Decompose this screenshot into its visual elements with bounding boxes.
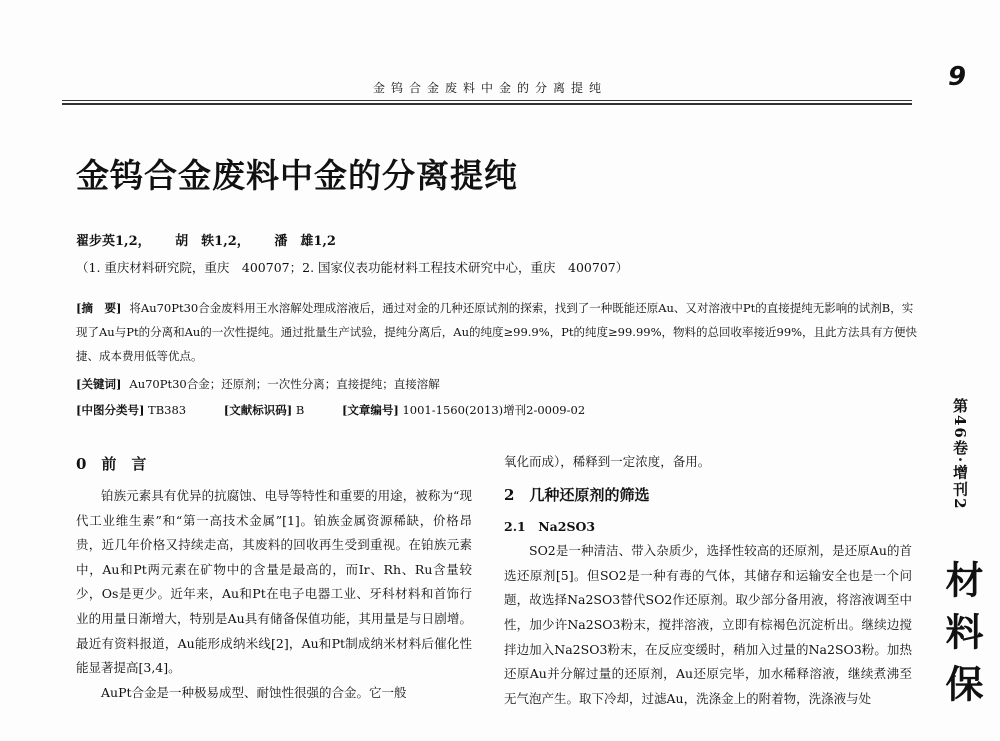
keywords-text: Au70Pt30合金；还原剂；一次性分离；直接提纯；直接溶解	[129, 377, 440, 391]
author-list	[76, 230, 356, 249]
section-2-heading: 2 几种还原剂的筛选	[504, 485, 650, 504]
abstract	[76, 296, 918, 368]
left-column	[76, 450, 472, 705]
abstract-label: [摘 要]	[76, 301, 122, 315]
art-value: 1001-1560(2013)增刊2-0009-02	[402, 403, 586, 417]
running-header: 金钨合金废料中金的分离提纯	[372, 81, 607, 95]
alloy-paragraph: AuPt合金是一种极易成型、耐蚀性很强的合金。它一般	[101, 684, 407, 700]
classification-line	[76, 402, 619, 418]
author-3: 潘 雄1,2	[274, 234, 336, 249]
spine-volume: 第46卷·增刊2	[951, 398, 969, 511]
header-rule-thick	[62, 103, 912, 105]
continued-paragraph: 氧化而成），稀释到一定浓度，备用。	[504, 454, 711, 469]
clc-value: TB383	[148, 403, 187, 417]
author-1: 翟步英1,2，	[76, 234, 151, 249]
spine-journal-name: 材料保	[939, 560, 984, 716]
intro-paragraph: 铂族元素具有优异的抗腐蚀、电导等特性和重要的用途，被称为“现代工业维生素”和“第一高技术金属”[1]。铂族金属资源稀缺，价格昂贵，近几年价格又持续走高，其废料的回收再生受到重视。在铂族元素中，Au和Pt两元素在矿物中的含量是最高的，而Ir、Rh、Ru含量较少，Os是更少。近年来，Au和Pt在电子电器工业、牙科材料和首饰行业的用量日渐增大，特别是Au具有储备保值功能，其用量是与日剧增。最近有资料报道，Au能形成纳米线[2]，Au和Pt制成纳米材料后催化性能显著提高[3,4]。	[76, 488, 472, 676]
subsection-2-1-heading: 2.1 Na2SO3	[504, 518, 596, 534]
article-title: 金钨合金废料中金的分离提纯	[76, 156, 518, 195]
affiliation: （1. 重庆材料研究院，重庆 400707；2. 国家仪表功能材料工程技术研究中心，重庆 400707）	[76, 260, 629, 275]
header-rule	[62, 100, 912, 101]
doc-label: [文献标识码]	[223, 403, 293, 417]
page-number: 9	[948, 62, 967, 92]
right-column	[504, 450, 912, 711]
doc-value: B	[295, 403, 305, 417]
abstract-text: 将Au70Pt30合金废料用王水溶解处理成溶液后，通过对金的几种还原试剂的探索，找到了一种既能还原Au、又对溶液中Pt的直接提纯无影响的试剂B，实现了Au与Pt的分离和Au的一次性提纯。通过批量生产试验，提纯分离后，Au的纯度≥99.9%，Pt的纯度≥99.99%，物料的总回收率接近99%，且此方法具有方便快捷、成本费用低等优点。	[76, 301, 918, 363]
article-number-entry	[342, 403, 585, 417]
na2so3-paragraph: SO2是一种清洁、带入杂质少，选择性较高的还原剂，是还原Au的首选还原剂[5]。但SO2是一种有毒的气体，其储存和运输安全也是一个问题，故选择Na2SO3替代SO2作还原剂。取少部分备用液，将溶液调至中性，加少许Na2SO3粉末，搅拌溶液，立即有棕褐色沉淀析出。继续边搅拌边加入Na2SO3粉末，在反应变缓时，稍加入过量的Na2SO3粉。加热还原Au并分解过量的还原剂，Au还原完毕，加水稀释溶液，继续煮沸至无气泡产生。取下冷却，过滤Au，洗涤金上的附着物，洗涤液与处	[504, 543, 912, 706]
author-2: 胡 轶1,2，	[175, 234, 250, 249]
clc-label: [中图分类号]	[76, 403, 145, 417]
section-0-heading: 0 前 言	[76, 455, 147, 473]
clc-entry	[76, 403, 186, 417]
keywords	[76, 376, 440, 392]
keywords-label: [关键词]	[76, 377, 122, 391]
doc-code-entry	[224, 403, 305, 417]
art-label: [文章编号]	[341, 403, 399, 417]
